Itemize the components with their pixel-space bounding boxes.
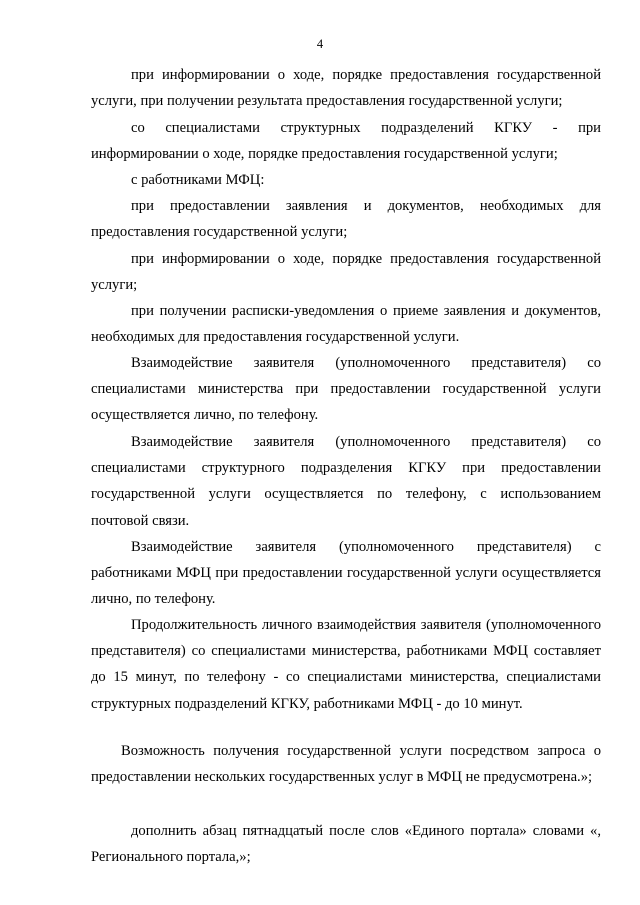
- page-number: 4: [316, 37, 324, 51]
- paragraph-8: Взаимодействие заявителя (уполномоченного представителя) со специалистами структурного подразделения КГКУ при предоставлении государственной услуги осуществляется по телефону, с использованием почтовой связи.: [91, 434, 601, 529]
- paragraph-11: Возможность получения государственной услуги посредством запроса о предоставлении нескольких государственных услуг в МФЦ не предусмотрена.»;: [91, 743, 601, 786]
- paragraph-6: при получении расписки-уведомления о приеме заявления и документов, необходимых для предоставления государственной услуги.: [91, 303, 601, 346]
- paragraph-10: Продолжительность личного взаимодействия заявителя (уполномоченного представителя) со специалистами министерства, работниками МФЦ составляет до 15 минут, по телефону - со специалистами министерства, специалистами структурных подразделений КГКУ, работниками МФЦ - до 10 минут.: [91, 617, 601, 712]
- paragraph-7: Взаимодействие заявителя (уполномоченного представителя) со специалистами министерства при предоставлении государственной услуги осуществляется лично, по телефону.: [91, 355, 601, 424]
- paragraph-4: при предоставлении заявления и документов, необходимых для предоставления государственной услуги;: [91, 198, 601, 241]
- paragraph-3: с работниками МФЦ:: [131, 172, 265, 188]
- paragraph-1: при информировании о ходе, порядке предоставления государственной услуги, при получении результата предоставления государственной услуги;: [91, 67, 601, 110]
- paragraph-5: при информировании о ходе, порядке предоставления государственной услуги;: [91, 251, 601, 294]
- paragraph-2: со специалистами структурных подразделений КГКУ - при информировании о ходе, порядке предоставления государственной услуги;: [91, 120, 601, 163]
- paragraph-12: дополнить абзац пятнадцатый после слов «Единого портала» словами «, Регионального портала,»;: [91, 823, 601, 866]
- paragraph-9: Взаимодействие заявителя (уполномоченного представителя) с работниками МФЦ при предоставлении государственной услуги осуществляется лично, по телефону.: [91, 539, 601, 608]
